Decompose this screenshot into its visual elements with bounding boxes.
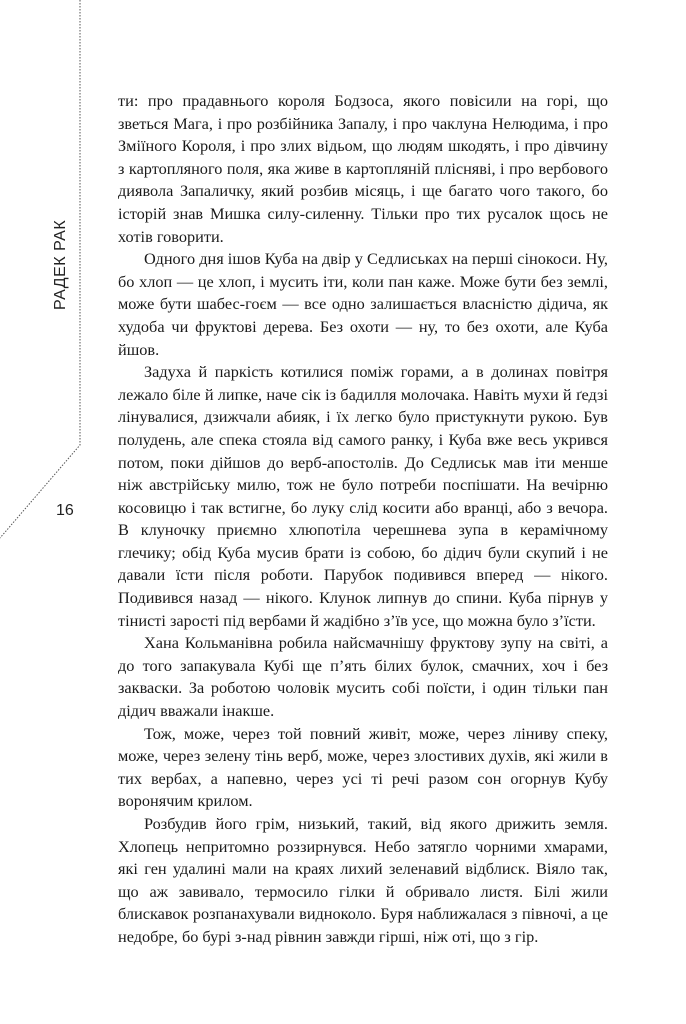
paragraph: Розбудив його грім, низький, такий, від якого дрижить земля. Хлопець непритомно роззирнувся. Небо затягло чорними хмарами, які ген удалині мали на краях лихий зеленавий відблиск. Віяло так, що аж завивало, термосило гілки й обривало листя. Білі жили блискавок розпанахували видноколо. Буря наближалася з півночі, а це недобре, бо бурі з-над рівнин завжди гірші, ніж оті, що з гір.: [118, 814, 608, 946]
paragraph: Задуха й паркість котилися поміж горами, а в долинах повітря лежало біле й липке, наче сік із бадилля молочака. Навіть мухи й ґедзі лінувалися, дзижчали абияк, і їх легко було пристукнути рукою. Був полудень, але спека стояла від самого ранку, і Куба вже весь укрився потом, поки дійшов до верб-апостолів. До Седлиськ мав іти менше ніж австрійську милю, тож не було потреби поспішати. На вечірню косовицю і так встигне, бо луку слід косити або вранці, або з вечора. В клуночку приємно хлюпотіла черешнева зупа в керамічному глечику; обід Куба мусив брати із собою, бо дідич були скупий і не давали їсти після роботи. Парубок подивився вперед — нікого. Подивився назад — нікого. Клунок липнув до спини. Куба пірнув у тінисті зарості під вербами й жадібно з’їв усе, що можна було з’їсти.: [118, 362, 608, 630]
paragraph: Тож, може, через той повний живіт, може, через ліниву спеку, може, через зелену тінь верб, може, через злостивих духів, які жили в тих вербах, а напевно, через усі ті речі разом сон огорнув Кубу воронячим крилом.: [118, 723, 608, 811]
body-text: [118, 90, 608, 949]
page-number: 16: [56, 502, 74, 519]
paragraph: Хана Кольманівна робила найсмачнішу фруктову зупу на світі, а до того запакувала Кубі ще п’ять білих булок, смачних, хоч і без закваски. За роботою чоловік мусить собі поїсти, і один тільки пан дідич вважали інакше.: [118, 633, 608, 721]
running-head-author: РАДЕК РАК: [52, 219, 69, 310]
paragraph: Одного дня ішов Куба на двір у Седлиськах на перші сінокоси. Ну, бо хлоп — це хлоп, і мусить іти, коли пан каже. Може бути без землі, може бути шабес-гоєм — все одно залишається власністю дідича, як худоба чи фруктові дерева. Без охоти — ну, то без охоти, але Куба йшов.: [118, 249, 608, 359]
paragraph: ти: про прадавнього короля Бодзоса, якого повісили на горі, що зветься Мага, і про розбійника Запалу, і про чаклуна Нелюдима, і про Зміїного Короля, і про злих відьом, що людям шкодять, і про дівчину з картопляного поля, яка живе в картопляній плісняві, і про вербового диявола Запаличку, який розбив місяць, і ще багато чого такого, бо історій знав Мишка силу-силенну. Тільки про тих русалок щось не хотів говорити.: [118, 91, 608, 246]
margin-decorative-line: [0, 0, 90, 560]
